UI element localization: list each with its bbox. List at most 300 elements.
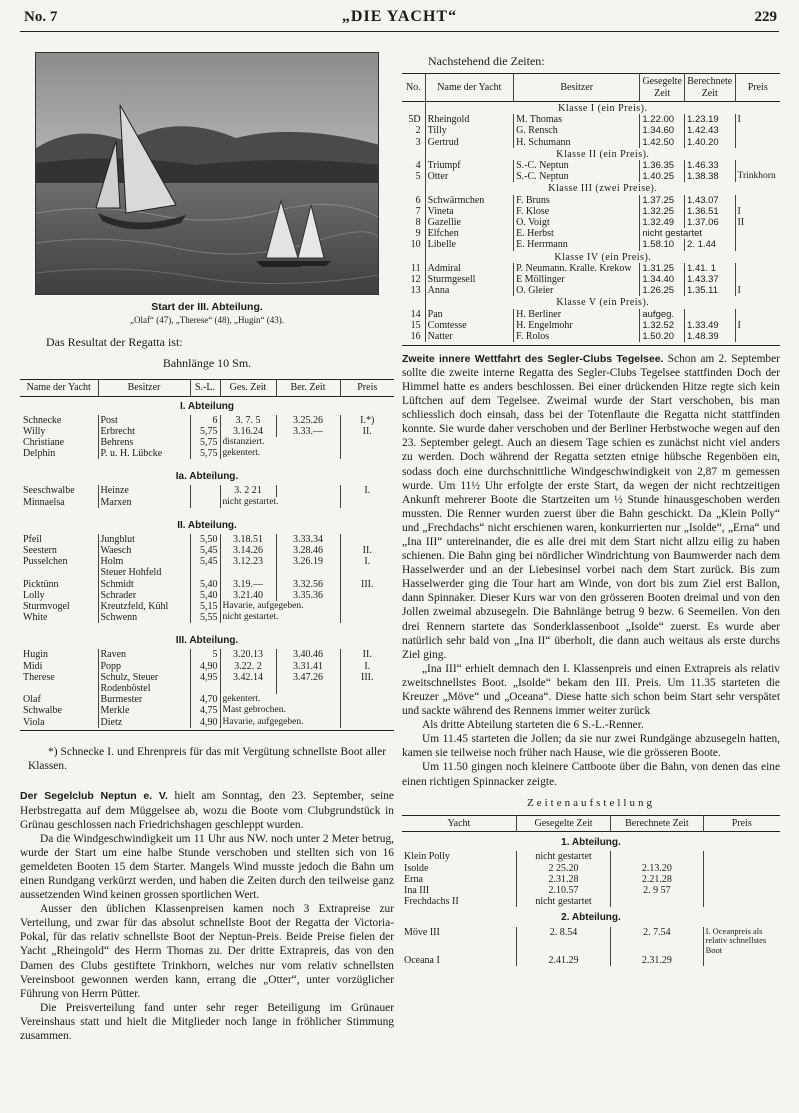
table-row <box>402 160 780 171</box>
table-row <box>402 239 780 250</box>
yacht-name: Christiane <box>23 436 65 448</box>
sailed-time: 1.32.25 <box>640 206 685 217</box>
sailed-time: nicht gestartet <box>516 896 611 907</box>
corrected-time: 1.46.33 <box>685 160 736 171</box>
sail-length: 4,70 <box>190 694 220 705</box>
owner: Schwenn <box>98 612 190 623</box>
wind-paragraph: Da die Windgeschwindigkeit um 11 Uhr aus NW. noch unter 2 Meter betrug, wurde der Start um eine halbe Stunde verschoben und stellten sich von 16 gemeldeten Booten 15 dem Starter. Mangels Wind musste jedoch die Bahn um einen Rundgang verkürzt werden, und haben die Zeiten durch den teilweise ganz aussetzenden Wind keinen grossen sportlichen Wert. <box>20 832 394 902</box>
prizes-paragraph: Ausser den üblichen Klassenpreisen kamen noch 3 Extrapreise zur Verteilung, und zwar für das absolut schnellste Boot der Regatta der Victoria-Pokal, für das relativ schnellste Boot der Neptun-Preis. Beide Preise fielen der Yacht „Rheingold“ des Herrn Thomas zu. Der dritte Extrapreis, das von den Damen des Clubs gestiftete Trinkhorn, welches nur vom relativ schnellsten Vereinsboot gewonnen werden kann, errang die „Otter“, unter vorzüglicher Führung von Herrn Pütter. <box>20 903 394 1000</box>
table-row <box>20 661 394 672</box>
entry-number: 5D <box>408 114 421 126</box>
corrected-time: 2. 9 57 <box>611 885 703 896</box>
sailed-time: 1.22.00 <box>640 114 685 125</box>
corrected-time: 1.43.07 <box>685 195 736 206</box>
prize <box>340 448 394 459</box>
prize <box>703 885 780 896</box>
yacht-name: Seeschwalbe <box>23 485 75 497</box>
prize: I.*) <box>340 415 394 426</box>
table-row <box>402 206 780 217</box>
table-row <box>20 705 394 716</box>
prize <box>735 228 780 239</box>
corrected-time <box>276 485 340 496</box>
results-header-4: Ber. Zeit <box>276 380 340 397</box>
table-row <box>402 863 780 874</box>
table-row <box>402 125 780 136</box>
total-time: 3.42.14 <box>220 672 276 683</box>
yacht-name: Möve III <box>404 926 440 938</box>
table-row <box>402 320 780 331</box>
sailed-time: 1.32.49 <box>640 217 685 228</box>
table-row <box>20 612 394 623</box>
sail-length: 4,95 <box>190 672 220 683</box>
class-spacer <box>402 182 425 194</box>
yacht-name <box>20 567 98 578</box>
yacht-name: Rheingold <box>425 114 513 125</box>
table-row <box>20 567 394 578</box>
table-row <box>402 285 780 296</box>
table-row <box>402 896 780 907</box>
yacht-name: Therese <box>23 671 55 683</box>
tegelsee-lead: Zweite innere Wettfahrt des Segler-Clubs Tegelsee. <box>402 352 664 365</box>
corrected-time <box>276 567 340 578</box>
owner: Steuer Hohfeld <box>98 567 190 578</box>
owner: H. Schumann <box>514 137 640 148</box>
times-header-2: Besitzer <box>514 74 640 102</box>
table-end <box>20 728 394 731</box>
corrected-time: 1.23.19 <box>685 114 736 125</box>
times-header-4: Berechnete Zeit <box>685 74 736 102</box>
yacht-name: Vineta <box>425 206 513 217</box>
owner: Jungblut <box>98 534 190 545</box>
owner: Dietz <box>98 717 190 728</box>
yacht-name: Klein Polly <box>404 851 450 863</box>
prize <box>703 955 780 966</box>
yacht-name: Seestern <box>23 544 57 556</box>
yacht-name: Olaf <box>23 694 41 706</box>
owner: Burmester <box>98 694 190 705</box>
yacht-name: Pan <box>425 309 513 320</box>
section-title-row <box>402 832 780 852</box>
sail-length: 4,90 <box>190 717 220 728</box>
total-time: 3.16.24 <box>220 426 276 437</box>
table-row <box>20 717 394 728</box>
results-header-0: Name der Yacht <box>26 382 91 393</box>
sail-length: 5,75 <box>190 437 220 448</box>
corrected-time: 2.13.20 <box>611 863 703 874</box>
yacht-name: Gertrud <box>425 137 513 148</box>
sailed-time: 1.32.52 <box>640 320 685 331</box>
table-row <box>402 137 780 148</box>
owner: G. Rensch <box>514 125 640 136</box>
sail-length: 5,75 <box>190 448 220 459</box>
sailed-time: nicht gestartet <box>640 228 735 239</box>
sail-length: 4,90 <box>190 661 220 672</box>
class-title: Klasse V (ein Preis). <box>425 296 780 308</box>
yacht-name: Oceana I <box>404 955 440 967</box>
yacht-name: Delphin <box>23 448 56 460</box>
corrected-time <box>611 896 703 907</box>
times-header-5: Preis <box>735 74 780 102</box>
corrected-time: 3.26.19 <box>276 556 340 567</box>
prize <box>735 137 780 148</box>
class-spacer <box>402 148 425 160</box>
section-title-row <box>20 631 394 649</box>
gap-cell <box>20 623 394 631</box>
sailed-time: nicht gestartet <box>516 851 611 862</box>
prize <box>703 874 780 885</box>
yacht-name: Pusselchen <box>23 556 68 568</box>
corrected-time: 1.37.06 <box>685 217 736 228</box>
sailed-time: 1.34.40 <box>640 274 685 285</box>
table-row <box>20 437 394 448</box>
table-row <box>402 851 780 862</box>
owner: Merkle <box>98 705 190 716</box>
entry-number: 4 <box>415 160 421 172</box>
owner: Schrader <box>98 590 190 601</box>
tegelsee-paragraph <box>402 352 780 662</box>
table-row <box>402 955 780 966</box>
corrected-time: 3.33.34 <box>276 534 340 545</box>
times-header-1: Name der Yacht <box>425 74 513 102</box>
result-intro: Das Resultat der Regatta ist: <box>46 335 183 349</box>
sail-length <box>190 567 220 578</box>
table-row <box>20 426 394 437</box>
owner: Erbrecht <box>98 426 190 437</box>
table-row <box>402 217 780 228</box>
results-header-3: Ges. Zeit <box>220 380 276 397</box>
owner: O. Voigt <box>514 217 640 228</box>
remark: distanziert. <box>220 437 340 448</box>
corrected-time: 1.42.43 <box>685 125 736 136</box>
section-title: 2. Abteilung. <box>561 912 621 924</box>
section-gap <box>20 508 394 516</box>
zeiten-header-0: Yacht <box>447 817 471 829</box>
sailed-time: 1.58.10 <box>640 239 685 250</box>
prize <box>340 534 394 545</box>
yacht-name: Tilly <box>425 125 513 136</box>
prize <box>735 331 780 342</box>
section-title-row <box>402 907 780 926</box>
header-rule <box>20 31 779 32</box>
results-table-header <box>20 380 394 397</box>
prize <box>735 309 780 320</box>
yacht-name: Hugin <box>23 649 48 661</box>
owner: M. Thomas <box>514 114 640 125</box>
results-header-5: Preis <box>340 380 394 397</box>
sailed-time: 1.34.60 <box>640 125 685 136</box>
class-title: Klasse IV (ein Preis). <box>425 251 780 263</box>
class-spacer <box>402 296 425 308</box>
yacht-name: Schnecke <box>23 414 62 426</box>
yacht-name: Admiral <box>425 263 513 274</box>
corrected-time: 2. 7.54 <box>611 927 703 956</box>
owner: Popp <box>98 661 190 672</box>
tegelsee-text: Schon am 2. September sollte die zweite interne Regatta des Segler-Clubs Tegelsee stattfinden Doch der Himmel hatte es anders beschlossen. Bei einer drückenden Hitze regte sich kein Lüftchen auf dem Tegelsee. Zweimal wurde der Start verschoben, bis man schliesslich doch einsah, dass bei der Totenflaute die Regatta nicht stattfinden konnte. Sie wurde daher verschoben und der Berliner Herbstwoche wegen auf den 23. September gelegt. Auch an diesem Tage schien es zunächst nicht viel anders zu werden. Doch während der Regatta setzten etnige hübsche Regenböen ein, sodass doch eine durchschnittliche Windgeschwindigkeit von 2,87 m gemessen wurde. Um 11½ Uhr erfolgte der erste Start, da wegen der nicht rechtzeitigen Ankunft mehrerer Boote die Startzeiten um ½ Stunde hinausgeschoben werden mussten. Die Renner wurden zuerst über die Bahn geschickt. Da „Klein Polly“ und „Frechdachs“ nicht erschienen waren, konkurrierten nur „Isolde“, „Erna“ und „Ina III“ untereinander, die es alle drei mit dem Start nicht allzu eilig zu haben schienen. Die Bahn ging bei nördlicher Windrichtung von Baumwerder nach dem Hasselwerder und an der Liebesinsel vorbei nach dem Start zurück. Bis zum Hasselwerder ging die Tour hart am Winde, von dort bis zum Ziel erst Ballon, dann Spinnaker. Dieser Kurs war von den grösseren Booten dreimal und von den Jollen zweimal abzusegeln. Die Bahnlänge betrug 9 bezw. 6 Seemeilen. Von den drei Rennern startete das Sonderklassenboot „Isolde“ zuerst. Es wurde aber natürlich sehr bald von „Ina II“ überholt, die dann auch weitaus als erste durchs Ziel ging. <box>402 352 780 661</box>
table-row <box>402 274 780 285</box>
owner: S.-C. Neptun <box>514 160 640 171</box>
sailed-time: 1.50.20 <box>640 331 685 342</box>
total-time: 3. 2 21 <box>220 485 276 496</box>
page-header <box>0 0 799 30</box>
entry-number: 7 <box>415 205 421 217</box>
prize <box>340 437 394 448</box>
sailed-time: aufgeg. <box>640 309 685 320</box>
yacht-name: Sturmgesell <box>425 274 513 285</box>
jollen-paragraph: Um 11.45 starteten die Jollen; da sie nur zwei Rundgänge abzusegeln hatten, kamen sie teilweise noch früher nach Hause, wie die grösseren Boote. <box>402 733 780 760</box>
prize <box>340 705 394 716</box>
results-table <box>20 379 394 731</box>
table-row <box>20 534 394 545</box>
remark: Mast gebrochen. <box>220 705 340 716</box>
yacht-name: Picktünn <box>23 578 59 590</box>
prize: I. Oceanpreis als relativ schnellstes Boot <box>703 927 780 956</box>
prize <box>735 239 780 250</box>
prize: II. <box>340 426 394 437</box>
class-title-row <box>402 182 780 194</box>
prize: III. <box>340 672 394 683</box>
times-table <box>402 73 780 346</box>
owner: H. Engelmohr <box>514 320 640 331</box>
corrected-time: 2.21.28 <box>611 874 703 885</box>
corrected-time: 1.41. 1 <box>685 263 736 274</box>
owner: Heinze <box>98 485 190 496</box>
regatta-photo <box>35 52 379 295</box>
corrected-time: 1.33.49 <box>685 320 736 331</box>
prize <box>735 160 780 171</box>
table-row <box>20 683 394 694</box>
remark: gekentert. <box>220 694 340 705</box>
prize: II. <box>340 545 394 556</box>
owner: P. u. H. Lübcke <box>98 448 190 459</box>
prize <box>703 896 780 907</box>
owner: H. Berliner <box>514 309 640 320</box>
sail-length: 5,15 <box>190 601 220 612</box>
section-title: I. Abteilung <box>179 400 235 412</box>
prize <box>703 851 780 862</box>
yacht-name: Ina III <box>404 884 430 896</box>
zeiten-table-header <box>402 815 780 832</box>
table-row <box>20 579 394 590</box>
entry-number: 16 <box>410 331 421 343</box>
sailed-time: 2.41.29 <box>516 955 611 966</box>
corrected-time: 3.25.26 <box>276 415 340 426</box>
yacht-name: Anna <box>425 285 513 296</box>
corrected-time: 1.40.20 <box>685 137 736 148</box>
remark: Havarie, aufgegeben. <box>220 601 340 612</box>
corrected-time: 1.43.37 <box>685 274 736 285</box>
total-time <box>220 683 276 694</box>
prize <box>703 863 780 874</box>
zeiten-header-1: Gesegelte Zeit <box>516 815 611 832</box>
total-time: 3.22. 2 <box>220 661 276 672</box>
yacht-name: Pfeil <box>23 533 42 545</box>
gap-cell <box>20 508 394 516</box>
prize: II. <box>340 649 394 660</box>
corrected-time: 3.40.46 <box>276 649 340 660</box>
section-title-row <box>20 396 394 415</box>
entry-number: 10 <box>410 239 421 251</box>
corrected-time <box>685 309 736 320</box>
section-title-row <box>20 516 394 534</box>
prize: I. <box>340 556 394 567</box>
zeiten-header-3: Preis <box>703 815 780 832</box>
entry-number: 11 <box>411 262 421 274</box>
prize <box>340 683 394 694</box>
times-intro: Nachstehend die Zeiten: <box>428 54 545 68</box>
entry-number: 12 <box>410 274 421 286</box>
times-header-3: Gesegelte Zeit <box>640 74 685 102</box>
class-spacer <box>402 102 425 115</box>
left-column <box>20 40 394 1043</box>
sail-length: 6 <box>190 415 220 426</box>
entry-number: 8 <box>415 217 421 229</box>
prize: I. <box>340 485 394 496</box>
sailed-time: 2 25.20 <box>516 863 611 874</box>
yacht-name: Triumpf <box>425 160 513 171</box>
cattboote-paragraph: Um 11.50 gingen noch kleinere Cattboote über die Bahn, von denen das eine einen richtigen Spinnacker zeigte. <box>402 761 780 788</box>
prize <box>340 567 394 578</box>
prize <box>340 497 394 508</box>
yacht-name: Lolly <box>23 589 45 601</box>
sailed-time: 2. 8.54 <box>516 927 611 956</box>
times-table-header <box>402 74 780 102</box>
yacht-name: Viola <box>23 716 45 728</box>
prize <box>340 601 394 612</box>
issue-number: No. 7 <box>24 9 58 25</box>
table-row <box>20 497 394 508</box>
owner: Schmidt <box>98 579 190 590</box>
table-row <box>402 309 780 320</box>
table-end-cell <box>402 342 780 345</box>
yacht-name: Isolde <box>404 862 429 874</box>
entry-number: 3 <box>415 136 421 148</box>
yacht-name: Erna <box>404 873 423 885</box>
table-row <box>20 545 394 556</box>
total-time: 3.18.51 <box>220 534 276 545</box>
yacht-name: Midi <box>23 660 43 672</box>
owner: S.-C. Neptun <box>514 171 640 182</box>
sail-length <box>190 683 220 694</box>
class-title: Klasse I (ein Preis). <box>425 102 780 115</box>
remark: gekentert. <box>220 448 340 459</box>
class-title-row <box>402 296 780 308</box>
neptun-paragraph <box>20 789 394 831</box>
total-time: 3.21.40 <box>220 590 276 601</box>
sailed-time: 1.37.25 <box>640 195 685 206</box>
sailed-time: 1.26.25 <box>640 285 685 296</box>
corrected-time: 1.35.11 <box>685 285 736 296</box>
sail-length <box>190 497 220 508</box>
class-title: Klasse II (ein Preis). <box>425 148 780 160</box>
prize <box>735 274 780 285</box>
sail-length: 4,75 <box>190 705 220 716</box>
table-row <box>20 448 394 459</box>
prize: III. <box>340 579 394 590</box>
prize: I <box>735 320 780 331</box>
prize: I <box>735 206 780 217</box>
photo-caption: Start der III. Abteilung. <box>151 301 263 313</box>
entry-number: 6 <box>415 194 421 206</box>
prize <box>340 612 394 623</box>
yacht-name: Libelle <box>425 239 513 250</box>
owner: P. Neumann. Kralle. Krekow <box>514 263 640 274</box>
owner: F. Bruns <box>514 195 640 206</box>
owner: Schulz, Steuer <box>98 672 190 683</box>
yacht-name: Comtesse <box>425 320 513 331</box>
gap-cell <box>20 459 394 467</box>
table-row <box>20 415 394 426</box>
sail-length: 5,50 <box>190 534 220 545</box>
section-title: Ia. Abteilung. <box>175 471 239 483</box>
corrected-time: 1.36.51 <box>685 206 736 217</box>
entry-number: 2 <box>415 125 421 137</box>
class-title-row <box>402 102 780 115</box>
total-time: 3.20.13 <box>220 649 276 660</box>
entry-number: 13 <box>410 285 421 297</box>
entry-number: 5 <box>415 171 421 183</box>
sail-length <box>190 485 220 496</box>
table-row <box>402 228 780 239</box>
prize <box>340 590 394 601</box>
owner: Rodenböstel <box>98 683 190 694</box>
footnote: *) Schnecke I. und Ehrenpreis für das mit Vergütung schnellste Boot aller Klassen. <box>28 746 386 773</box>
table-row <box>402 114 780 125</box>
table-row <box>402 171 780 182</box>
owner: Behrens <box>98 437 190 448</box>
prize: I <box>735 285 780 296</box>
table-row <box>20 672 394 683</box>
sailed-time: 1.31.25 <box>640 263 685 274</box>
class-title-row <box>402 148 780 160</box>
third-division-paragraph: Als dritte Abteilung starteten die 6 S.-L.-Renner. <box>422 719 644 732</box>
corrected-time: 3.31.41 <box>276 661 340 672</box>
yacht-name: Schwalbe <box>23 705 62 717</box>
sail-length: 5,40 <box>190 590 220 601</box>
entry-number: 15 <box>410 319 421 331</box>
total-time: 3.12.23 <box>220 556 276 567</box>
prize: Trinkhorn <box>735 171 780 182</box>
owner: Kreutzfeld, Kühl <box>98 601 190 612</box>
corrected-time: 1.48.39 <box>685 331 736 342</box>
total-time: 3.14.26 <box>220 545 276 556</box>
owner: O. Gleier <box>514 285 640 296</box>
yacht-name: Frechdachs II <box>404 896 459 908</box>
sail-length: 5,40 <box>190 579 220 590</box>
total-time <box>220 567 276 578</box>
table-row <box>402 874 780 885</box>
owner: Holm <box>98 556 190 567</box>
zeiten-table <box>402 815 780 967</box>
course-length: Bahnlänge 10 Sm. <box>162 356 252 370</box>
corrected-time: 2. 1.44 <box>685 239 736 250</box>
right-column <box>402 40 780 966</box>
table-row <box>402 195 780 206</box>
corrected-time: 2.31.29 <box>611 955 703 966</box>
prize: I <box>735 114 780 125</box>
remark: nicht gestartet. <box>220 497 340 508</box>
section-title: 1. Abteilung. <box>561 837 621 849</box>
neptun-lead: Der Segelclub Neptun e. V. <box>20 790 168 803</box>
results-header-1: Besitzer <box>98 380 190 397</box>
sail-length: 5,45 <box>190 556 220 567</box>
corrected-time: 3.32.56 <box>276 579 340 590</box>
sailed-time: 1.40.25 <box>640 171 685 182</box>
sail-length: 5,45 <box>190 545 220 556</box>
owner: Post <box>98 415 190 426</box>
table-row <box>402 263 780 274</box>
class-spacer <box>402 251 425 263</box>
sail-length: 5,75 <box>190 426 220 437</box>
